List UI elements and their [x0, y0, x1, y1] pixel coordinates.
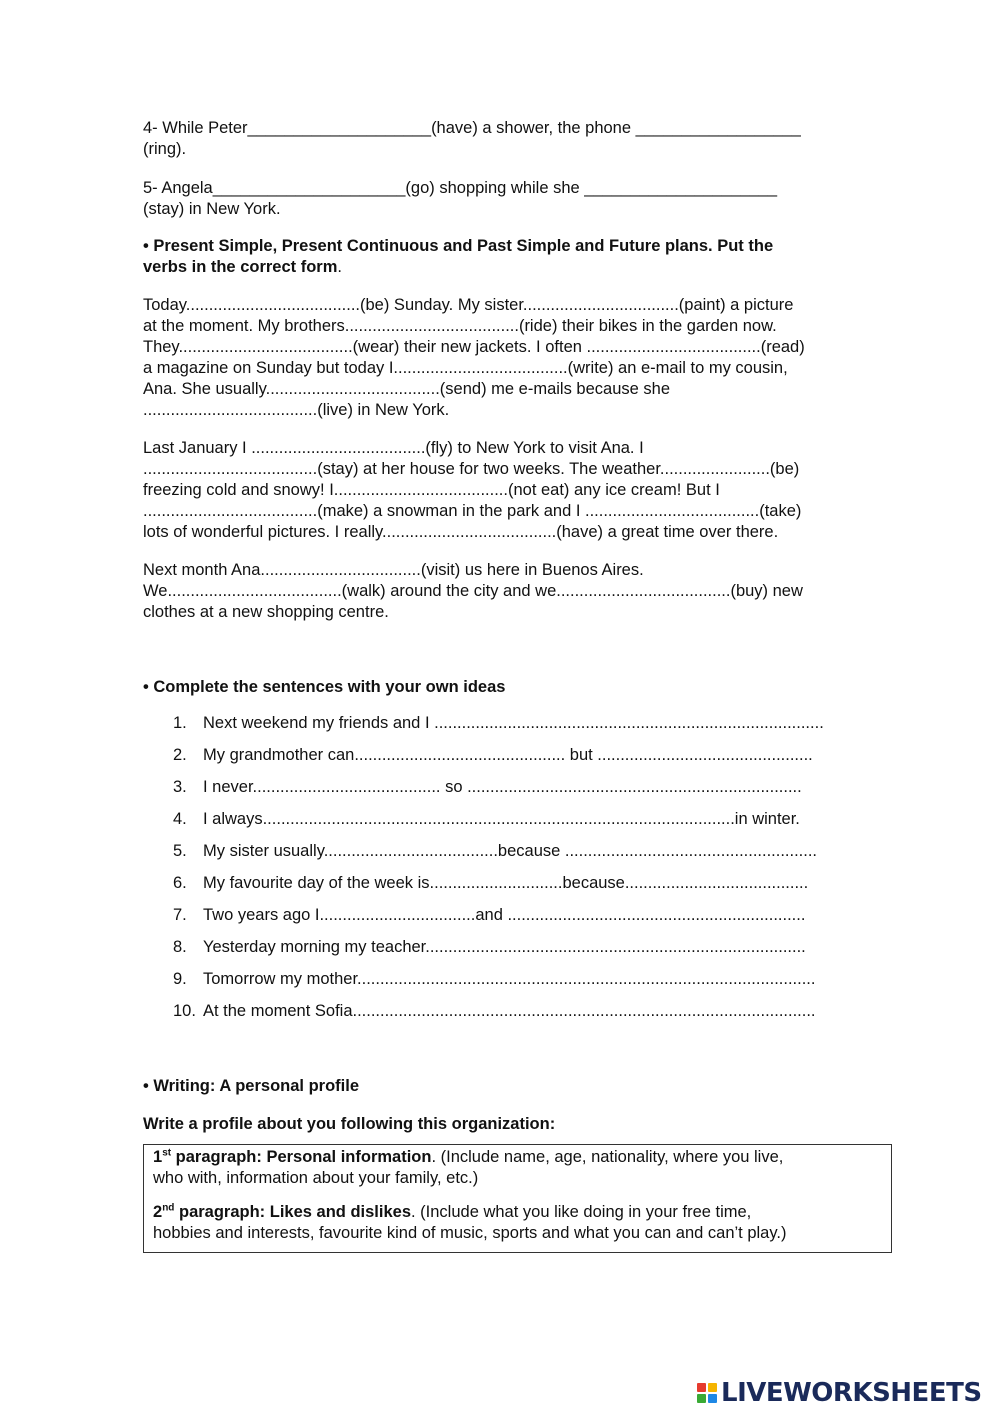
liveworksheets-logo[interactable] — [697, 1377, 982, 1408]
section-heading-writing: • Writing: A personal profile — [143, 1077, 360, 1095]
ordinal-1-suffix: st — [162, 1147, 172, 1159]
own-ideas-list — [143, 713, 893, 1033]
item-number: 7. — [173, 906, 187, 924]
item-text: My grandmother can.............................................. but ............................................... — [203, 746, 813, 764]
list-item — [143, 873, 893, 905]
list-item — [143, 777, 893, 809]
item-text: My favourite day of the week is.............................because........................................ — [203, 874, 809, 892]
list-item — [143, 809, 893, 841]
worksheet-page — [143, 118, 893, 1253]
paragraph-1-line-2: who with, information about your family, etc.) — [153, 1169, 479, 1187]
item-text: At the moment Sofia..................................................................................................... — [203, 1002, 816, 1020]
list-item — [143, 713, 893, 745]
paragraph-1-rest: . (Include name, age, nationality, where you live, — [431, 1148, 784, 1166]
item-number: 2. — [173, 746, 187, 764]
writing-instruction: Write a profile about you following this organization: — [143, 1115, 556, 1133]
box-paragraph-2 — [153, 1202, 891, 1244]
list-item — [143, 841, 893, 873]
heading-line-2 — [143, 257, 893, 278]
ordinal-1 — [153, 1148, 431, 1166]
paragraph-line: at the moment. My brothers......................................(ride) their bikes in the garden now. — [143, 317, 777, 335]
item-text: I never......................................... so ......................................................................... — [203, 778, 802, 796]
item-text: Yesterday morning my teacher................................................................................... — [203, 938, 806, 956]
paragraph-line: ......................................(stay) at her house for two weeks. The weather........................(be) — [143, 460, 800, 478]
logo-square-yellow — [708, 1383, 717, 1392]
profile-organization-box — [143, 1144, 892, 1253]
logo-text: LIVEWORKSHEETS — [721, 1377, 982, 1408]
exercise-item-5 — [143, 178, 893, 220]
paragraph-line: lots of wonderful pictures. I really......................................(have) a great time over there. — [143, 523, 779, 541]
heading-line-1: • Present Simple, Present Continuous and Past Simple and Future plans. Put the — [143, 237, 774, 255]
list-item — [143, 1001, 893, 1033]
logo-square-red — [697, 1383, 706, 1392]
paragraph-line: They......................................(wear) their new jackets. I often ......................................(read) — [143, 338, 805, 356]
logo-square-blue — [708, 1394, 717, 1403]
paragraph-line: Next month Ana...................................(visit) us here in Buenos Aires. — [143, 561, 644, 579]
ordinal-2-suffix: nd — [162, 1202, 175, 1214]
paragraph-line: freezing cold and snowy! I......................................(not eat) any ice cream! But I — [143, 481, 720, 499]
ordinal-1-number: 1 — [153, 1148, 163, 1166]
paragraph-line: Today......................................(be) Sunday. My sister..................................(paint) a picture — [143, 296, 794, 314]
paragraph-line: We......................................(walk) around the city and we......................................(buy) new — [143, 582, 803, 600]
item-text: My sister usually......................................because ....................................................... — [203, 842, 818, 860]
paragraph-next-month — [143, 560, 893, 623]
logo-square-green — [697, 1394, 706, 1403]
list-item — [143, 905, 893, 937]
list-item — [143, 969, 893, 1001]
item-4-line-2: (ring). — [143, 140, 187, 158]
item-number: 3. — [173, 778, 187, 796]
paragraph-line: a magazine on Sunday but today I......................................(write) an e-mail to my cousin, — [143, 359, 788, 377]
ordinal-2-number: 2 — [153, 1203, 163, 1221]
item-number: 6. — [173, 874, 187, 892]
item-5-line-1: 5- Angela_____________________(go) shopping while she _____________________ — [143, 179, 777, 197]
section-heading-verb-forms — [143, 236, 893, 278]
item-number: 4. — [173, 810, 187, 828]
section-heading-own-ideas: • Complete the sentences with your own ideas — [143, 678, 506, 696]
item-text: Next weekend my friends and I ..................................................................................... — [203, 714, 824, 732]
list-item — [143, 745, 893, 777]
paragraph-line: Last January I ......................................(fly) to New York to visit Ana. I — [143, 439, 644, 457]
paragraph-line: ......................................(live) in New York. — [143, 401, 450, 419]
item-text: Two years ago I..................................and ................................................................. — [203, 906, 806, 924]
heading-period: . — [337, 258, 342, 276]
item-number: 9. — [173, 970, 187, 988]
paragraph-1-title: paragraph: Personal information — [171, 1148, 432, 1166]
paragraph-today — [143, 295, 893, 421]
box-paragraph-1 — [153, 1147, 891, 1189]
ordinal-2 — [153, 1203, 411, 1221]
paragraph-2-line-2: hobbies and interests, favourite kind of music, sports and what you can and can’t play.) — [153, 1224, 787, 1242]
paragraph-last-january — [143, 438, 893, 543]
item-number: 1. — [173, 714, 187, 732]
item-number: 5. — [173, 842, 187, 860]
item-text: Tomorrow my mother.................................................................................................... — [203, 970, 816, 988]
paragraph-line: clothes at a new shopping centre. — [143, 603, 389, 621]
paragraph-line: ......................................(make) a snowman in the park and I ......................................(take) — [143, 502, 802, 520]
item-number: 8. — [173, 938, 187, 956]
logo-grid-icon — [697, 1383, 717, 1403]
heading-line-2-text: verbs in the correct form — [143, 258, 338, 276]
item-4-line-1: 4- While Peter____________________(have) a shower, the phone __________________ — [143, 119, 801, 137]
list-item — [143, 937, 893, 969]
paragraph-2-title: paragraph: Likes and dislikes — [174, 1203, 411, 1221]
exercise-item-4 — [143, 118, 893, 160]
item-text: I always.......................................................................................................in winter. — [203, 810, 800, 828]
paragraph-line: Ana. She usually......................................(send) me e-mails because she — [143, 380, 670, 398]
item-5-line-2: (stay) in New York. — [143, 200, 281, 218]
paragraph-2-rest: . (Include what you like doing in your free time, — [411, 1203, 752, 1221]
item-number: 10. — [173, 1002, 196, 1020]
